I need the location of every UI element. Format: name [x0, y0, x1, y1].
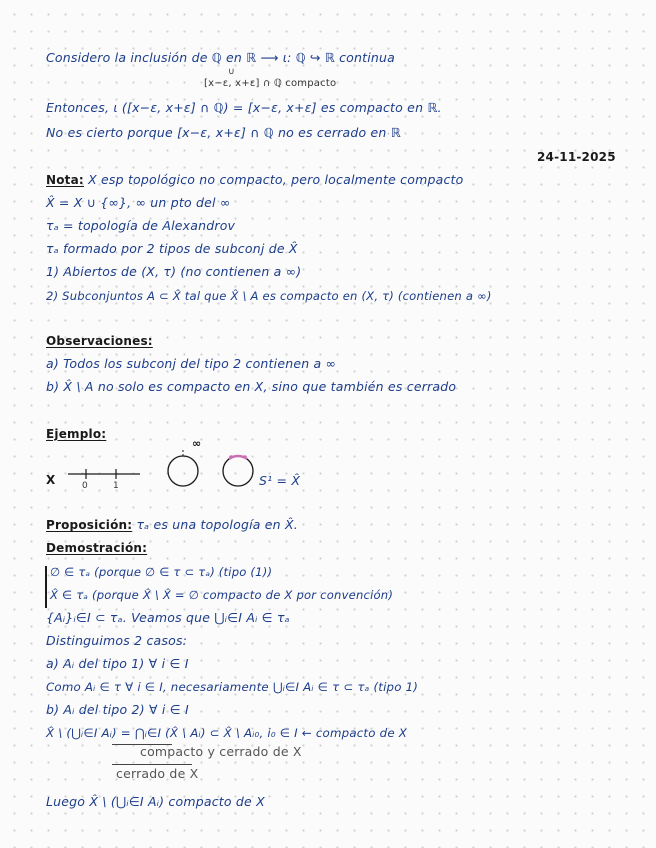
arc-dot-left — [229, 455, 233, 459]
example-x-label: X — [46, 473, 56, 487]
proposicion-text: τₐ es una topología en X̂. — [136, 517, 298, 532]
tick-label-1: 1 — [113, 481, 119, 491]
proposicion-label: Proposición: — [46, 518, 133, 532]
ejemplo-label: Ejemplo: — [46, 427, 107, 441]
proof-line-xhat: X̂ ∈ τₐ (porque X̂ \ X̂ = ∅ compacto de X por convención) — [50, 588, 394, 602]
arc-dot-right — [243, 455, 247, 459]
nota-text: X esp topológico no compacto, pero localmente compacto — [88, 172, 464, 187]
infinity-label: ∞ — [192, 437, 202, 450]
highlight-arc — [229, 456, 247, 459]
s1-label: S¹ = X̂ — [259, 473, 301, 488]
line-tau-formado: τₐ formado por 2 tipos de subconj de X̂ — [46, 241, 298, 256]
date-stamp: 24-11-2025 — [537, 150, 616, 164]
line-no-es-cierto: No es cierto porque [x−ε, x+ε] ∩ ℚ no es cerrado en ℝ — [46, 125, 401, 140]
demostracion-label: Demostración: — [46, 541, 148, 555]
line-tipo-2: 2) Subconjuntos A ⊂ X̂ tal que X̂ \ A es compacto en (X, τ) (contienen a ∞) — [46, 289, 492, 303]
tick-label-0: 0 — [82, 481, 88, 491]
proof-line-empty: ∅ ∈ τₐ (porque ∅ ∈ τ ⊂ τₐ) (tipo (1)) — [50, 565, 273, 579]
observaciones-label: Observaciones: — [46, 334, 153, 348]
proof-case-b-detail: X̂ \ (⋃ᵢ∈I Aᵢ) = ⋂ᵢ∈I (X̂ \ Aᵢ) ⊂ X̂ \ Aᵢ₀, i₀ ∈ I ← compacto de X — [46, 726, 408, 740]
line-entonces: Entonces, ι ([x−ε, x+ε] ∩ ℚ) = [x−ε, x+ε] es compacto en ℝ. — [46, 100, 442, 115]
proof-case-a: a) Aᵢ del tipo 1) ∀ i ∈ I — [46, 656, 189, 671]
line-tipo-1: 1) Abiertos de (X, τ) (no contienen a ∞) — [46, 264, 302, 279]
line-tau-a: τₐ = topología de Alexandrov — [46, 218, 236, 233]
line-inclusion: Considero la inclusión de ℚ en ℝ ⟶ ι: ℚ ↪ ℝ continua — [46, 50, 395, 65]
circle-s1 — [223, 456, 253, 486]
obs-a: a) Todos los subconj del tipo 2 contienen a ∞ — [46, 356, 337, 371]
proof-bracket — [45, 566, 47, 608]
annotation-cerrado: cerrado de X — [116, 766, 199, 781]
annotation-compacto-cerrado: compacto y cerrado de X — [140, 744, 302, 759]
union-symbol: ∪ — [228, 67, 235, 77]
underbrace-2 — [112, 764, 192, 765]
proof-line-distinguimos: Distinguimos 2 casos: — [46, 633, 188, 648]
proof-line-family: {Aᵢ}ᵢ∈I ⊂ τₐ. Veamos que ⋃ᵢ∈I Aᵢ ∈ τₐ — [46, 610, 290, 625]
line-x-hat: X̂ = X ∪ {∞}, ∞ un pto del ∞ — [46, 195, 231, 210]
nota-line — [46, 172, 464, 188]
obs-b: b) X̂ \ A no solo es compacto en X, sino que también es cerrado — [46, 379, 457, 394]
proof-case-b: b) Aᵢ del tipo 2) ∀ i ∈ I — [46, 702, 189, 717]
line-inclusion-sub: [x−ε, x+ε] ∩ ℚ compacto — [204, 78, 337, 89]
proof-conclusion: Luego X̂ \ (⋃ᵢ∈I Aᵢ) compacto de X — [46, 794, 265, 809]
proof-case-a-detail: Como Aᵢ ∈ τ ∀ i ∈ I, necesariamente ⋃ᵢ∈I Aᵢ ∈ τ ⊂ τₐ (tipo 1) — [46, 680, 419, 694]
circle-left — [168, 456, 198, 486]
proposicion-line — [46, 517, 298, 533]
nota-label: Nota: — [46, 173, 84, 187]
